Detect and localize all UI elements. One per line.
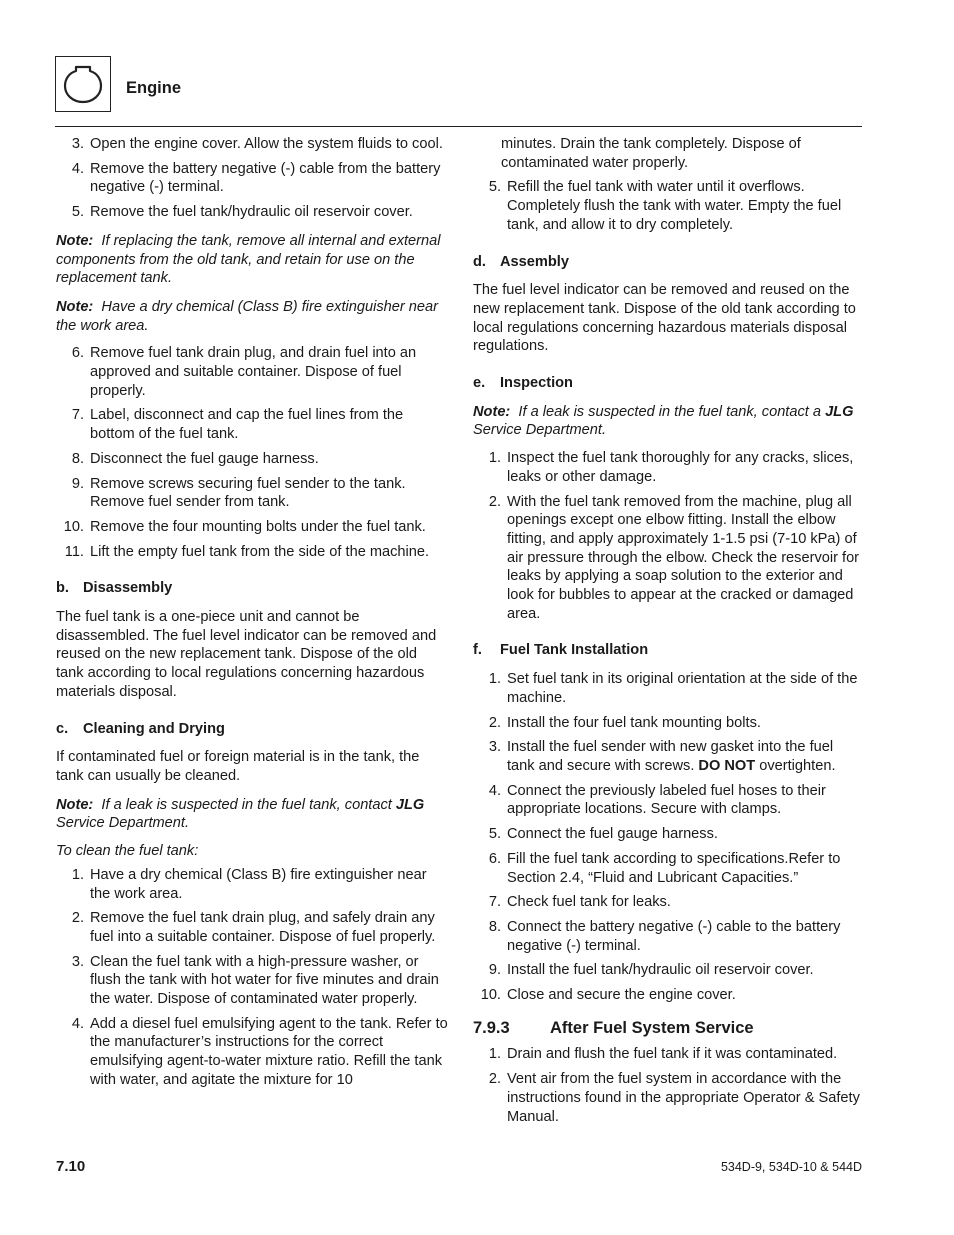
list-item: 3. Install the fuel sender with new gasket into the fuel tank and secure with screws. DO NOT overtighten. [488,739,836,774]
steps-group-f [473,670,863,1005]
steps-group-e [473,449,863,623]
paragraph: The fuel level indicator can be removed and reused on the new replacement tank. Dispose of the old tank according to local regulations concerning hazardous materials disposal regulations. [473,282,856,355]
subsection-heading: b. Disassembly [56,580,173,597]
list-item: 5. Refill the fuel tank with water until it overflows. Completely flush the tank with water. Empty the fuel tank, and allow it to dry completely. [488,179,842,233]
page-number: 7.10 [56,1158,86,1175]
list-item: 2. With the fuel tank removed from the machine, plug all openings except one elbow fitting. Install the elbow fitting, and apply approximately 1-1.5 psi (7-10 kPa) of air pressure through the elbow. Check the reservoir for leaks by applying a soap solution to the exterior and look for bubbles to appear at the cracked or damaged area. [488,493,860,622]
list-item: 11. Lift the empty fuel tank from the side of the machine. [64,543,430,560]
list-item: 4. Remove the battery negative (-) cable from the battery negative (-) terminal. [71,160,441,196]
list-item: 5. Connect the fuel gauge harness. [488,826,718,843]
list-item-continuation: minutes. Drain the tank completely. Dispose of contaminated water properly. [501,136,801,171]
list-item: 2. Vent air from the fuel system in accordance with the instructions found in the appropriate Operator & Safety Manual. [488,1071,860,1125]
list-item: 6. Remove fuel tank drain plug, and drain fuel into an approved and suitable container. Dispose of fuel properly. [71,345,417,399]
steps-group-a [56,135,448,222]
list-item: 3. Open the engine cover. Allow the system fluids to cool. [71,136,443,152]
note: Note: If replacing the tank, remove all internal and external components from the old tank, and retain for use on the replacement tank. [56,232,441,287]
steps-group-g [473,1045,863,1126]
list-item: 5. Remove the fuel tank/hydraulic oil reservoir cover. [71,204,413,221]
list-item: 7. Label, disconnect and cap the fuel lines from the bottom of the fuel tank. [71,407,404,443]
steps-group-c [56,866,448,1090]
list-item: 7. Check fuel tank for leaks. [488,894,671,911]
note: Note: Have a dry chemical (Class B) fire extinguisher near the work area. [56,298,439,334]
note: Note: If a leak is suspected in the fuel tank, contact JLG Service Department. [56,796,425,832]
list-item: 8. Connect the battery negative (-) cable to the battery negative (-) terminal. [488,918,841,954]
list-item: 1. Inspect the fuel tank thoroughly for any cracks, slices, leaks or other damage. [488,450,854,485]
list-item: 2. Install the four fuel tank mounting bolts. [488,714,761,731]
list-item: 1. Drain and flush the fuel tank if it was contaminated. [488,1046,838,1063]
subsection-heading: f. Fuel Tank Installation [473,642,649,659]
engine-icon [60,61,106,107]
list-item: 8. Disconnect the fuel gauge harness. [71,450,319,467]
list-item: 1. Have a dry chemical (Class B) fire extinguisher near the work area. [71,866,427,902]
steps-group-b [56,344,448,561]
section-heading: 7.9.3 After Fuel System Service [473,1018,754,1037]
list-item: 6. Fill the fuel tank according to specifications.Refer to Section 2.4, “Fluid and Lubricant Capacities.” [488,850,841,886]
header-rule [55,126,862,127]
list-item: 4. Connect the previously labeled fuel hoses to their appropriate locations. Secure with clamps. [488,782,826,818]
paragraph: The fuel tank is a one-piece unit and cannot be disassembled. The fuel level indicator can be removed and reused on the new replacement tank. Dispose of the old tank according to local regulations concerning hazardous materials disposal. [56,609,437,700]
list-item: 10. Remove the four mounting bolts under the fuel tank. [63,518,426,535]
list-item: 9. Install the fuel tank/hydraulic oil reservoir cover. [488,962,814,979]
list-item: 4. Add a diesel fuel emulsifying agent to the tank. Refer to the manufacturer’s instructions for the correct emulsifying agent-to-water mixture ratio. Refill the tank with water, and agitate the mixture for 10 [71,1015,448,1088]
list-item: 9. Remove screws securing fuel sender to the tank. Remove fuel sender from tank. [71,475,406,511]
list-item: 1. Set fuel tank in its original orientation at the side of the machine. [488,671,858,706]
subsection-heading: c. Cleaning and Drying [56,720,225,737]
list-item: 10. Close and secure the engine cover. [480,987,736,1004]
subsection-heading: d. Assembly [473,253,569,270]
note: Note: If a leak is suspected in the fuel tank, contact a JLG Service Department. [473,403,854,439]
right-column [473,135,863,1132]
paragraph: If contaminated fuel or foreign material is in the tank, the tank can usually be cleaned. [56,749,420,784]
intro-text: To clean the fuel tank: [56,843,199,860]
subsection-heading: e. Inspection [473,375,573,392]
model-list: 534D-9, 534D-10 & 544D [720,1160,862,1174]
left-column [56,135,448,1096]
list-item: 3. Clean the fuel tank with a high-pressure washer, or flush the tank with hot water for five minutes and drain the water. Dispose of contaminated water properly. [71,953,439,1008]
list-item: 2. Remove the fuel tank drain plug, and safely drain any fuel into a suitable container. Dispose of fuel properly. [71,910,436,945]
engine-icon-box [55,56,111,112]
section-title: Engine [126,79,182,97]
